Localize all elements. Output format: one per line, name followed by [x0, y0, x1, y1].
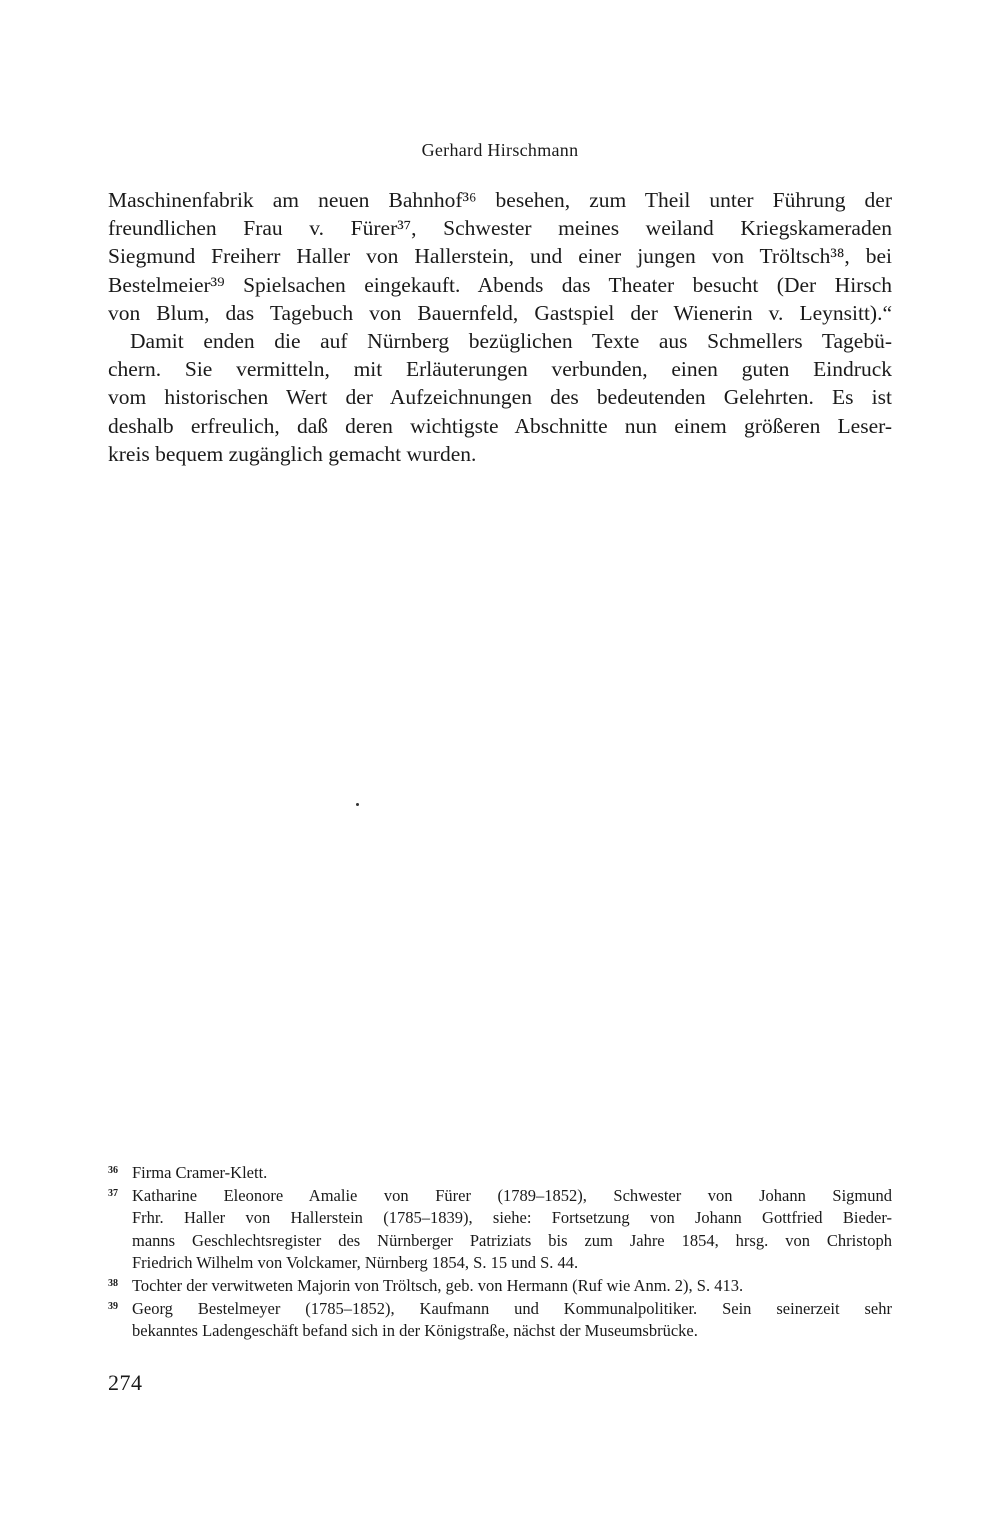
- footnote-mark: 36: [108, 1165, 118, 1176]
- paragraph-1: [108, 186, 892, 327]
- text-line: deshalb erfreulich, daß deren wichtigste Abschnitte nun einem größeren Leser-: [108, 413, 892, 438]
- footnote-37: [108, 1185, 892, 1275]
- footnote-mark: 37: [108, 1187, 118, 1199]
- text-line: vom historischen Wert der Aufzeichnungen des bedeutenden Gelehrten. Es ist: [108, 385, 892, 410]
- footnote-line: manns Geschlechtsregister des Nürnberger Patriziats bis zum Jahre 1854, hrsg. von Christoph: [132, 1230, 892, 1250]
- text-line: kreis bequem zugänglich gemacht wurden.: [108, 441, 477, 466]
- footnote-line: Tochter der verwitweten Majorin von Tröltsch, geb. von Hermann (Ruf wie Anm. 2), S. 413.: [132, 1275, 744, 1295]
- paragraph-2: [108, 327, 892, 468]
- page-number: 274: [108, 1370, 143, 1395]
- body-text: [108, 186, 892, 468]
- footnote-38: [108, 1275, 892, 1298]
- footnote-line: Friedrich Wilhelm von Volckamer, Nürnberg 1854, S. 15 und S. 44.: [132, 1253, 579, 1273]
- text-line: Siegmund Freiherr Haller von Hallerstein, und einer jungen von Tröltsch³⁸, bei: [108, 244, 892, 269]
- running-head: Gerhard Hirschmann: [421, 140, 579, 160]
- footnotes: [108, 1162, 892, 1343]
- footnote-36: [108, 1162, 892, 1185]
- footnote-39: [108, 1298, 892, 1343]
- text-line: Bestelmeier³⁹ Spielsachen eingekauft. Abends das Theater besucht (Der Hirsch: [108, 272, 892, 297]
- footnote-line: Frhr. Haller von Hallerstein (1785–1839), siehe: Fortsetzung von Johann Gottfried Bieder-: [132, 1208, 892, 1228]
- text-line: Maschinenfabrik am neuen Bahnhof³⁶ besehen, zum Theil unter Führung der: [108, 188, 892, 212]
- footnote-mark: 39: [108, 1300, 118, 1312]
- stray-dot: [356, 803, 359, 806]
- footnote-line: Katharine Eleonore Amalie von Fürer (1789–1852), Schwester von Johann Sigmund: [132, 1185, 892, 1205]
- text-line: Damit enden die auf Nürnberg bezüglichen Texte aus Schmellers Tagebü-: [130, 329, 892, 354]
- text-line: von Blum, das Tagebuch von Bauernfeld, Gastspiel der Wienerin v. Leynsitt).“: [108, 300, 892, 325]
- text-line: freundlichen Frau v. Fürer³⁷, Schwester meines weiland Kriegskameraden: [108, 216, 892, 241]
- footnote-mark: 38: [108, 1277, 118, 1289]
- footnote-line: Firma Cramer-Klett.: [132, 1163, 268, 1182]
- footnote-line: Georg Bestelmeyer (1785–1852), Kaufmann und Kommunalpolitiker. Sein seinerzeit sehr: [132, 1298, 892, 1318]
- footnote-line: bekanntes Ladengeschäft befand sich in der Königstraße, nächst der Museumsbrücke.: [132, 1321, 698, 1341]
- text-line: chern. Sie vermitteln, mit Erläuterungen verbunden, einen guten Eindruck: [108, 357, 892, 382]
